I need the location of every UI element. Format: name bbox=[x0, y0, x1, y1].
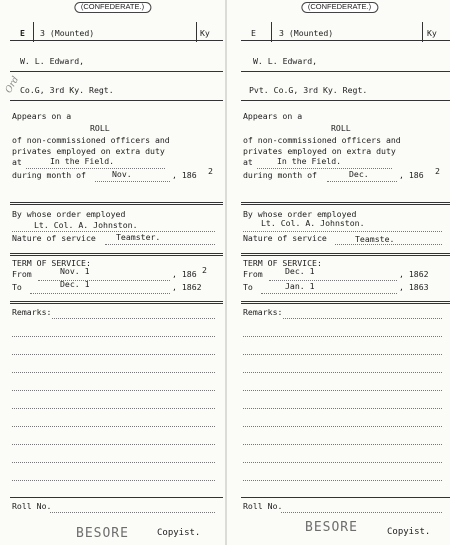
from-value: Dec. 1 bbox=[285, 266, 315, 276]
roll-no-label: Roll No. bbox=[243, 501, 283, 511]
from-value: Nov. 1 bbox=[60, 266, 90, 276]
remarks-line-2 bbox=[12, 336, 215, 337]
remarks-line-1 bbox=[52, 318, 215, 319]
remarks-line-10 bbox=[243, 480, 442, 481]
remarks-line-1 bbox=[283, 318, 442, 319]
remarks-line-4 bbox=[12, 372, 215, 373]
order-label: By whose order employed bbox=[12, 209, 126, 219]
term-heading: TERM OF SERVICE: bbox=[12, 258, 91, 268]
at-dots bbox=[26, 168, 165, 169]
roll-desc-1: of non-commissioned officers and bbox=[243, 135, 401, 145]
month-dots bbox=[327, 181, 397, 182]
from-year: , 186 bbox=[172, 269, 197, 279]
roll-no-dots bbox=[281, 512, 442, 513]
unit-number: 3 (Mounted) bbox=[279, 28, 334, 38]
bottom-rule bbox=[241, 497, 450, 498]
soldier-name: W. L. Edward, bbox=[253, 56, 318, 66]
copyist-stamp: BESORE bbox=[305, 520, 358, 535]
month-label: during month of bbox=[243, 170, 317, 180]
from-year-suffix: 2 bbox=[202, 265, 207, 275]
order-label: By whose order employed bbox=[243, 209, 357, 219]
remarks-line-7 bbox=[12, 426, 215, 427]
card-letter: E bbox=[251, 28, 256, 38]
regiment-rule bbox=[241, 100, 450, 101]
company-regiment: Pvt. Co.G, 3rd Ky. Regt. bbox=[249, 85, 368, 95]
nature-dots bbox=[105, 244, 215, 245]
card-right bbox=[227, 0, 450, 545]
unit-number: 3 (Mounted) bbox=[40, 28, 95, 38]
order-dots bbox=[243, 231, 442, 232]
roll-heading: ROLL bbox=[90, 123, 110, 133]
copyist-label: Copyist. bbox=[157, 528, 201, 538]
remarks-line-9 bbox=[243, 462, 442, 463]
month-value: Dec. bbox=[349, 169, 369, 179]
remarks-line-10 bbox=[12, 480, 215, 481]
section-rule-3 bbox=[241, 301, 450, 304]
order-dots bbox=[12, 231, 215, 232]
remarks-line-7 bbox=[243, 426, 442, 427]
month-value: Nov. bbox=[112, 169, 132, 179]
margin-note: Ord bbox=[3, 75, 22, 96]
card-letter: E bbox=[20, 28, 25, 38]
section-rule-3 bbox=[10, 301, 223, 304]
copyist-stamp: BESORE bbox=[76, 526, 129, 541]
remarks-label: Remarks: bbox=[243, 307, 283, 317]
header-sep-2 bbox=[196, 22, 197, 42]
roll-no-label: Roll No. bbox=[12, 501, 52, 511]
remarks-line-3 bbox=[243, 354, 442, 355]
remarks-line-6 bbox=[12, 408, 215, 409]
term-heading: TERM OF SERVICE: bbox=[243, 258, 322, 268]
at-label: at bbox=[12, 157, 22, 167]
at-value: In the Field. bbox=[50, 156, 115, 166]
section-rule-2 bbox=[241, 253, 450, 256]
to-label: To bbox=[12, 282, 22, 292]
to-year: , 1862 bbox=[172, 282, 202, 292]
state-code: Ky bbox=[200, 28, 210, 38]
header-sep-2 bbox=[422, 22, 423, 42]
section-rule-2 bbox=[10, 253, 223, 256]
year-prefix: , 186 bbox=[172, 170, 197, 180]
remarks-line-8 bbox=[243, 444, 442, 445]
name-rule bbox=[10, 71, 223, 72]
month-label: during month of bbox=[12, 170, 86, 180]
nature-value: Teamste. bbox=[355, 234, 395, 244]
from-label: From bbox=[243, 269, 263, 279]
remarks-label: Remarks: bbox=[12, 307, 52, 317]
roll-no-dots bbox=[50, 512, 215, 513]
company-regiment: Co.G, 3rd Ky. Regt. bbox=[20, 85, 114, 95]
section-rule-1 bbox=[241, 202, 450, 205]
to-value: Dec. 1 bbox=[60, 279, 90, 289]
nature-label: Nature of service bbox=[12, 233, 96, 243]
bottom-rule bbox=[10, 497, 223, 498]
order-value: Lt. Col. A. Johnston. bbox=[261, 218, 365, 228]
remarks-line-5 bbox=[243, 390, 442, 391]
from-label: From bbox=[12, 269, 32, 279]
remarks-line-9 bbox=[12, 462, 215, 463]
soldier-name: W. L. Edward, bbox=[20, 56, 85, 66]
copyist-label: Copyist. bbox=[387, 527, 431, 537]
to-dots bbox=[261, 293, 397, 294]
nature-value: Teamster. bbox=[116, 232, 161, 242]
month-dots bbox=[95, 181, 170, 182]
to-label: To bbox=[243, 282, 253, 292]
year-suffix: 2 bbox=[435, 166, 440, 176]
year-suffix: 2 bbox=[208, 166, 213, 176]
remarks-line-4 bbox=[243, 372, 442, 373]
regiment-rule bbox=[10, 100, 223, 101]
section-rule-1 bbox=[10, 202, 223, 205]
at-label: at bbox=[243, 157, 253, 167]
header-sep-1 bbox=[271, 22, 272, 42]
header-rule bbox=[241, 40, 450, 41]
year-prefix: , 186 bbox=[399, 170, 424, 180]
from-year: , 1862 bbox=[399, 269, 429, 279]
remarks-line-8 bbox=[12, 444, 215, 445]
appears-on-a: Appears on a bbox=[243, 111, 303, 121]
nature-label: Nature of service bbox=[243, 233, 327, 243]
state-code: Ky bbox=[427, 28, 437, 38]
remarks-line-3 bbox=[12, 354, 215, 355]
to-year: , 1863 bbox=[399, 282, 429, 292]
name-rule bbox=[241, 71, 450, 72]
roll-desc-2: privates employed on extra duty bbox=[243, 146, 396, 156]
at-value: In the Field. bbox=[277, 156, 342, 166]
to-dots bbox=[30, 293, 170, 294]
remarks-line-6 bbox=[243, 408, 442, 409]
order-value: Lt. Col. A. Johnston. bbox=[34, 220, 138, 230]
appears-on-a: Appears on a bbox=[12, 111, 72, 121]
header-sep-1 bbox=[33, 22, 34, 42]
confederate-badge: (CONFEDERATE.) bbox=[74, 2, 151, 13]
roll-desc-1: of non-commissioned officers and bbox=[12, 135, 170, 145]
roll-heading: ROLL bbox=[331, 123, 351, 133]
remarks-line-2 bbox=[243, 336, 442, 337]
header-rule bbox=[10, 40, 223, 41]
at-dots bbox=[257, 168, 392, 169]
remarks-line-5 bbox=[12, 390, 215, 391]
to-value: Jan. 1 bbox=[285, 281, 315, 291]
from-dots bbox=[38, 280, 170, 281]
roll-desc-2: privates employed on extra duty bbox=[12, 146, 165, 156]
confederate-badge: (CONFEDERATE.) bbox=[301, 2, 378, 13]
